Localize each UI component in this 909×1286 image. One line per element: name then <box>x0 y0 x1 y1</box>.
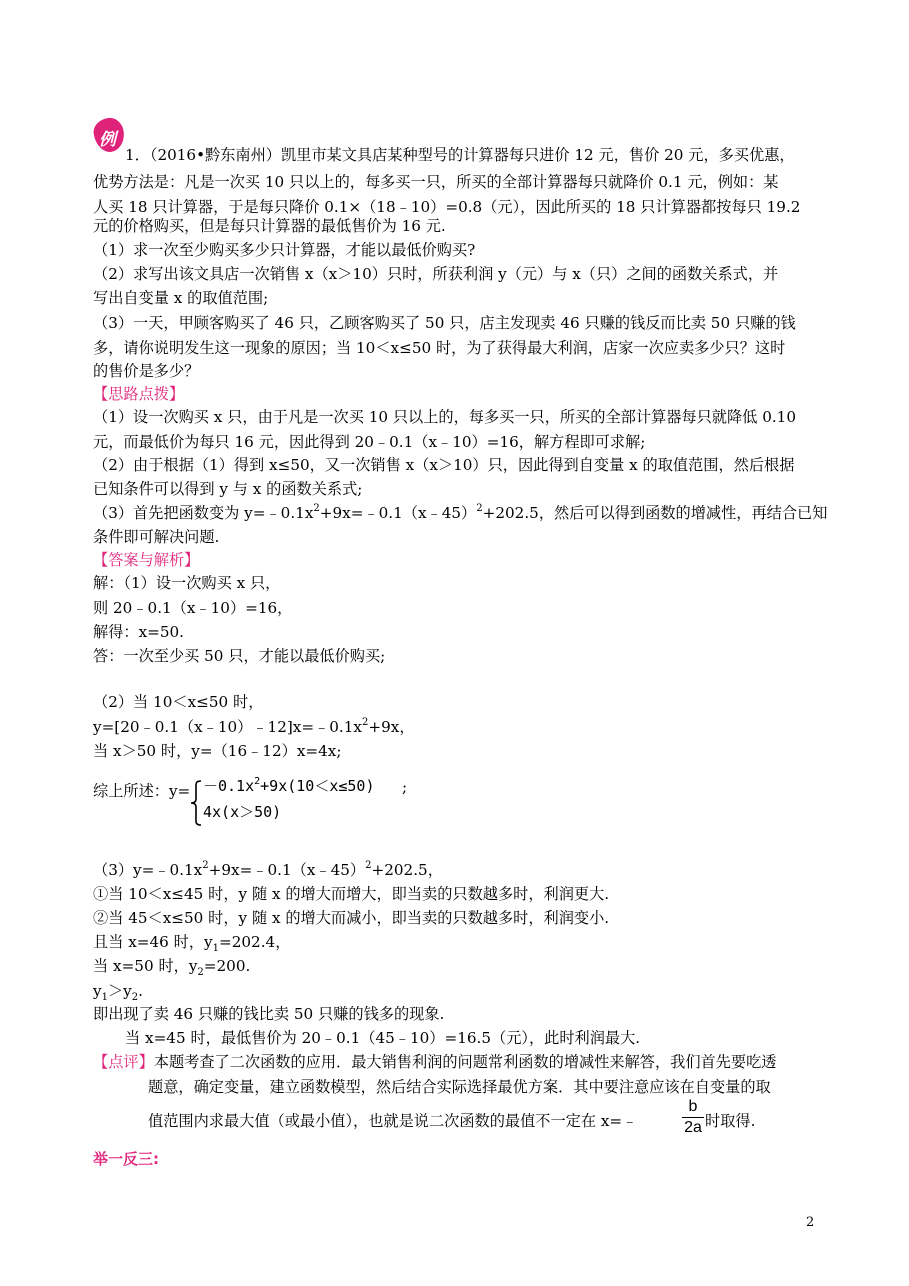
summary-label: 综上所述：y= <box>93 782 191 800</box>
hint-1a: （1）设一次购买 x 只，由于凡是一次买 10 只以上的，每多买一只，所买的全部计算器每只就降低 0.10 <box>93 408 797 426</box>
piecewise-semicolon: ; <box>402 778 408 796</box>
problem-line-4: 元的价格购买，但是每只计算器的最低售价为 16 元. <box>93 217 446 235</box>
hint-2b: 已知条件可以得到 y 与 x 的函数关系式; <box>93 480 363 498</box>
question-2a: （2）求写出该文具店一次销售 x（x＞10）只时，所获利润 y（元）与 x（只）之间的函数关系式，并 <box>93 265 779 283</box>
review-line-1: 【点评】本题考查了二次函数的应用．最大销售利润的问题常利函数的增减性来解答，我们首先要吃透 <box>93 1053 777 1071</box>
fraction-denominator: 2a <box>684 1119 702 1136</box>
answer-3-line-2: ①当 10＜x≤45 时，y 随 x 的增大而增大，即当卖的只数越多时，利润更大. <box>93 885 610 903</box>
question-3b: 多，请你说明发生这一现象的原因；当 10＜x≤50 时，为了获得最大利润，店家一次应卖多少只？这时 <box>93 339 786 357</box>
question-3a: （3）一天，甲顾客购买了 46 只，乙顾客购买了 50 只，店主发现卖 46 只赚的钱反而比卖 50 只赚的钱 <box>93 314 796 332</box>
answer-3-line-5: 当 x=50 时，$y_2=200$. <box>93 957 251 979</box>
answer-3-line-4: 且当 x=46 时，$y_1=202.4$， <box>93 933 291 955</box>
badge-char: 例 <box>99 130 116 150</box>
problem-line-3: 人买 18 只计算器，于是每只降价 0.1×（18﹣10）=0.8（元），因此所买的 18 只计算器都按每只 19.2 <box>93 198 801 216</box>
problem-line-2: 优势方法是：凡是一次买 10 只以上的，每多买一只，所买的全部计算器每只就降价 0.1 元，例如：某 <box>93 173 779 191</box>
question-3c: 的售价是多少？ <box>93 362 200 380</box>
answer-3-line-6: $y_1>y_2$. <box>93 982 143 1004</box>
answer-3-line-1: $(3)y=﹣0.1x^2+9x=﹣0.1(x﹣45)^2+202.5$， <box>93 859 443 879</box>
answer-heading: 【答案与解析】 <box>93 551 200 569</box>
section-heading: 举一反三: <box>93 1150 159 1168</box>
answer-3-line-7: 即出现了卖 46 只赚的钱比卖 50 只赚的钱多的现象. <box>93 1005 445 1023</box>
answer-1-line-3: 解得：x=50. <box>93 623 185 641</box>
hint-1b: 元，而最低价为每只 16 元，因此得到 20﹣0.1（x﹣10）=16，解方程即可求解; <box>93 433 646 451</box>
piecewise-brace <box>190 780 202 826</box>
answer-2-line-3: 当 x＞50 时，y=（16﹣12）x=4x; <box>93 742 342 760</box>
review-line-3-text: 值范围内求最大值（或最小值），也就是说二次函数的最值不一定在 x=﹣ <box>148 1112 638 1130</box>
page-number: 2 <box>806 1215 815 1230</box>
answer-1-line-1: 解：（1）设一次购买 x 只， <box>93 574 281 592</box>
question-1: （1）求一次至少购买多少只计算器，才能以最低价购买? <box>93 241 476 259</box>
fraction-b-over-2a <box>682 1098 704 1137</box>
review-line-2: 题意，确定变量，建立函数模型，然后结合实际选择最优方案．其中要注意应该在自变量的取 <box>148 1078 771 1096</box>
answer-1-line-2: 则 20﹣0.1（x﹣10）=16， <box>93 599 293 617</box>
review-heading: 【点评】 <box>93 1053 154 1071</box>
answer-2-line-1: （2）当 10＜x≤50 时， <box>93 693 264 711</box>
answer-1-line-4: 答：一次至少买 50 只，才能以最低价购买; <box>93 647 386 665</box>
hint-3a: （3）首先把函数变为 $y=﹣0.1x^2+9x=﹣0.1(x﹣45)^2+202.5$，然后可以得到函数的增减性，再结合已知 <box>93 502 828 522</box>
hint-2a: （2）由于根据（1）得到 x≤50，又一次销售 x（x＞10）只，因此得到自变量 x 的取值范围，然后根据 <box>93 456 795 474</box>
piecewise-case-1: $-0.1x^2+9x(10<x\le 50)$ <box>203 776 375 795</box>
answer-3-line-8: 当 x=45 时，最低售价为 20﹣0.1（45﹣10）=16.5（元），此时利润最大. <box>125 1029 641 1047</box>
hint-heading: 【思路点拨】 <box>93 385 185 403</box>
hint-3b: 条件即可解决问题. <box>93 528 220 546</box>
question-2b: 写出自变量 x 的取值范围; <box>93 289 269 307</box>
fraction-numerator: b <box>688 1098 698 1115</box>
review-line-3-tail: 时取得. <box>705 1112 756 1130</box>
answer-2-line-2: $y=[20﹣0.1(x﹣10)﹣12]x=﹣0.1x^2+9x$， <box>93 716 415 736</box>
fraction-bar <box>682 1117 704 1118</box>
example-badge <box>94 118 126 156</box>
piecewise-case-2: 4x(x＞50) <box>203 803 282 821</box>
answer-3-line-3: ②当 45＜x≤50 时，y 随 x 的增大而减小，即当卖的只数越多时，利润变小. <box>93 909 610 927</box>
problem-line-1: 1．（2016•黔东南州）凯里市某文具店某种型号的计算器每只进价 12 元，售价 20 元，多买优惠， <box>125 146 795 164</box>
